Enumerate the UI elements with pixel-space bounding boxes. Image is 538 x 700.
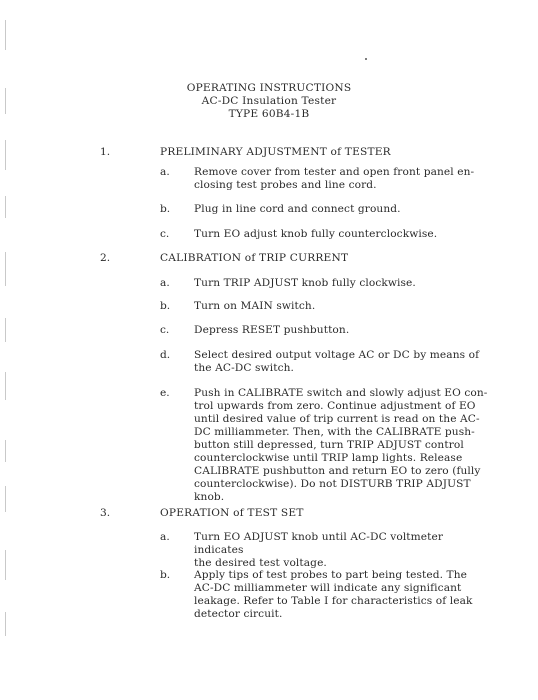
step-letter: c.	[160, 324, 170, 336]
step-letter: b.	[160, 569, 171, 581]
step-text: Apply tips of test probes to part being tested. The AC-DC milliammeter will indicate any significant leakage. Refer to Table I for characteristics of leak detector circuit.	[194, 569, 473, 620]
scan-edge-mark	[5, 372, 6, 400]
section-heading: PRELIMINARY ADJUSTMENT of TESTER	[160, 146, 391, 158]
section-number: 2.	[100, 252, 111, 264]
scan-edge-mark	[5, 20, 6, 50]
section-heading: OPERATION of TEST SET	[160, 507, 304, 519]
step-text: Depress RESET pushbutton.	[194, 324, 350, 336]
step-letter: a.	[160, 166, 170, 178]
scan-edge-mark	[5, 440, 6, 462]
step-text: Plug in line cord and connect ground.	[194, 203, 401, 215]
scan-edge-mark	[5, 318, 6, 342]
scan-edge-mark	[5, 140, 6, 170]
step-letter: b.	[160, 203, 171, 215]
step-text: Push in CALIBRATE switch and slowly adjust EO con- trol upwards from zero. Continue adjustment of EO until desired value of trip current is read on the AC- DC milliammeter. Then, with the CALIBRATE push- button still depressed, turn TRIP ADJUST control counterclockwise until TRIP lamp lights. Release CALIBRATE pushbutton and return EO to zero (fully counterclockwise). Do not DISTURB TRIP ADJUST knob.	[194, 387, 488, 503]
step-text: Remove cover from tester and open front panel en- closing test probes and line cord.	[194, 166, 475, 191]
scan-edge-mark	[5, 550, 6, 580]
step-text: Select desired output voltage AC or DC by means of the AC-DC switch.	[194, 349, 480, 374]
step-text: Turn EO ADJUST knob until AC-DC voltmeter indicates the desired test voltage.	[194, 531, 444, 569]
step-text: Turn on MAIN switch.	[194, 300, 316, 312]
section-heading: CALIBRATION of TRIP CURRENT	[160, 252, 349, 264]
step-letter: d.	[160, 349, 171, 361]
document-title: OPERATING INSTRUCTIONS	[186, 82, 352, 94]
step-text: Turn TRIP ADJUST knob fully clockwise.	[194, 277, 416, 289]
step-letter: e.	[160, 387, 170, 399]
step-text: Turn EO adjust knob fully counterclockwise.	[194, 228, 438, 240]
stray-dot	[365, 58, 367, 60]
scan-edge-mark	[5, 612, 6, 636]
section-number: 3.	[100, 507, 111, 519]
scan-edge-mark	[5, 196, 6, 218]
step-letter: b.	[160, 300, 171, 312]
document-type: TYPE 60B4-1B	[228, 108, 310, 120]
step-letter: c.	[160, 228, 170, 240]
scan-edge-mark	[5, 486, 6, 512]
document-subtitle: AC-DC Insulation Tester	[201, 95, 337, 107]
step-letter: a.	[160, 531, 170, 543]
section-number: 1.	[100, 146, 111, 158]
step-letter: a.	[160, 277, 170, 289]
scan-edge-mark	[5, 252, 6, 286]
